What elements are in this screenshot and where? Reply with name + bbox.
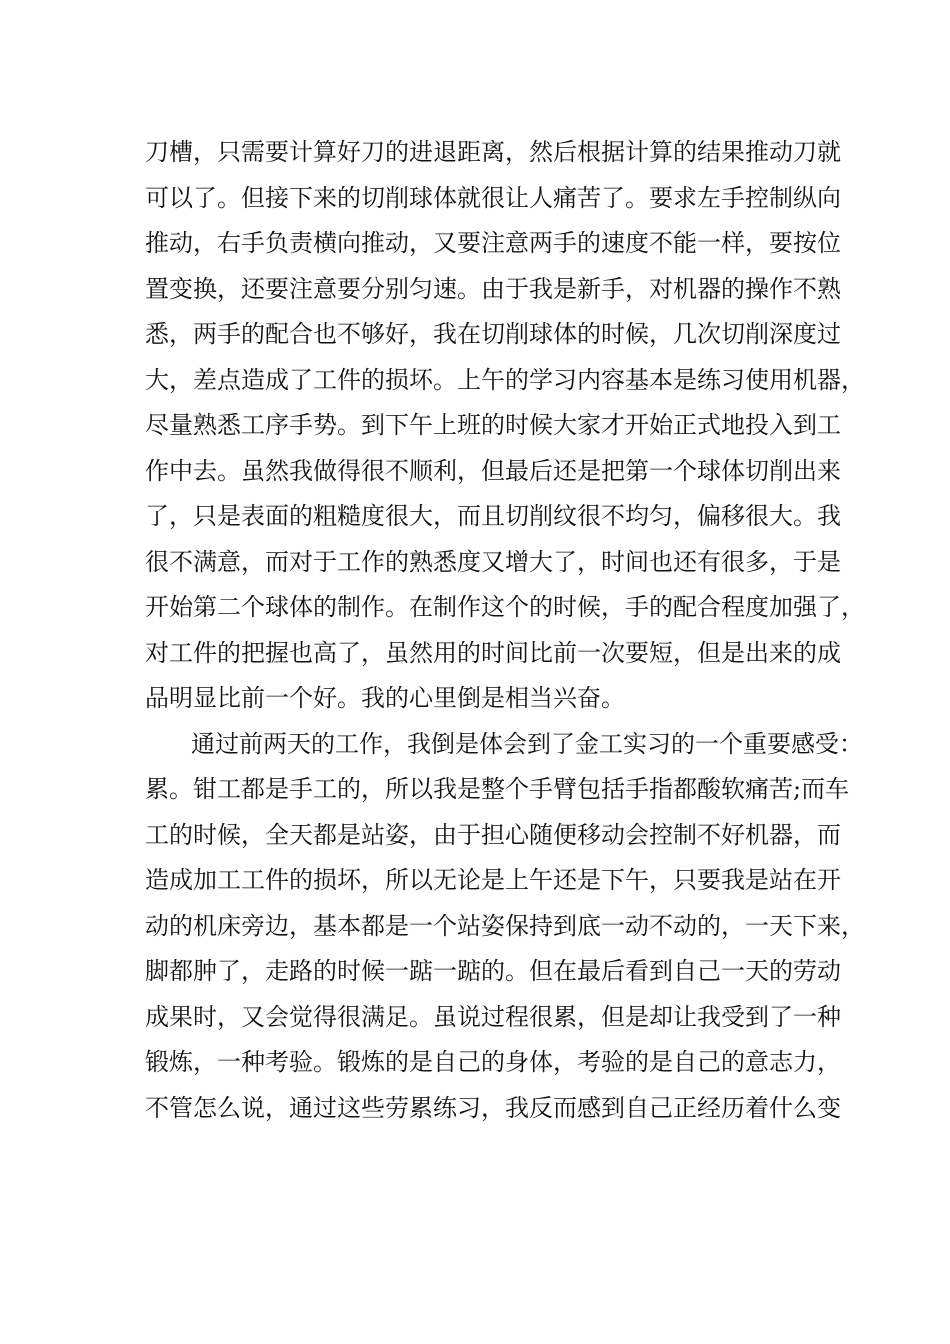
paragraph-first-line: 通过前两天的工作，我倒是体会到了金工实习的一个重要感受：	[191, 729, 863, 758]
text-line: 作中去。虽然我做得很不顺利，但最后还是把第一个球体切削出来	[145, 456, 841, 485]
text-line: 对工件的把握也高了，虽然用的时间比前一次要短，但是出来的成	[145, 638, 841, 667]
text-line: 很不满意，而对于工作的熟悉度又增大了，时间也还有很多，于是	[145, 547, 841, 576]
text-line: 悉，两手的配合也不够好，我在切削球体的时候，几次切削深度过	[145, 320, 841, 348]
text-line: 大，差点造成了工件的损坏。上午的学习内容基本是练习使用机器，	[145, 365, 865, 394]
text-line: 不管怎么说，通过这些劳累练习，我反而感到自己正经历着什么变	[145, 1093, 841, 1122]
text-line: 置变换，还要注意要分别匀速。由于我是新手，对机器的操作不熟	[145, 274, 841, 303]
text-line: 工的时候，全天都是站姿，由于担心随便移动会控制不好机器，而	[145, 820, 841, 849]
text-line: 成果时，又会觉得很满足。虽说过程很累，但是却让我受到了一种	[145, 1002, 841, 1031]
text-line: 推动，右手负责横向推动，又要注意两手的速度不能一样，要按位	[145, 229, 841, 257]
text-line: 尽量熟悉工序手势。到下午上班的时候大家才开始正式地投入到工	[145, 411, 841, 439]
text-line: 造成加工工件的损坏，所以无论是上午还是下午，只要我是站在开	[145, 866, 841, 894]
text-line: 动的机床旁边，基本都是一个站姿保持到底一动不动的，一天下来，	[145, 911, 865, 940]
text-line: 了，只是表面的粗糙度很大，而且切削纹很不均匀，偏移很大。我	[145, 502, 841, 530]
text-line: 可以了。但接下来的切削球体就很让人痛苦了。要求左手控制纵向	[145, 183, 841, 212]
text-line: 刀槽，只需要计算好刀的进退距离，然后根据计算的结果推动刀就	[145, 138, 841, 166]
body-text	[145, 130, 865, 1131]
text-line: 开始第二个球体的制作。在制作这个的时候，手的配合程度加强了，	[145, 593, 865, 621]
text-line: 锻炼，一种考验。锻炼的是自己的身体，考验的是自己的意志力，	[145, 1048, 841, 1076]
text-line: 品明显比前一个好。我的心里倒是相当兴奋。	[145, 684, 625, 712]
text-line: 累。钳工都是手工的，所以我是整个手臂包括手指都酸软痛苦;而车	[145, 775, 850, 803]
text-line: 脚都肿了，走路的时候一踮一踮的。但在最后看到自己一天的劳动	[145, 957, 841, 985]
